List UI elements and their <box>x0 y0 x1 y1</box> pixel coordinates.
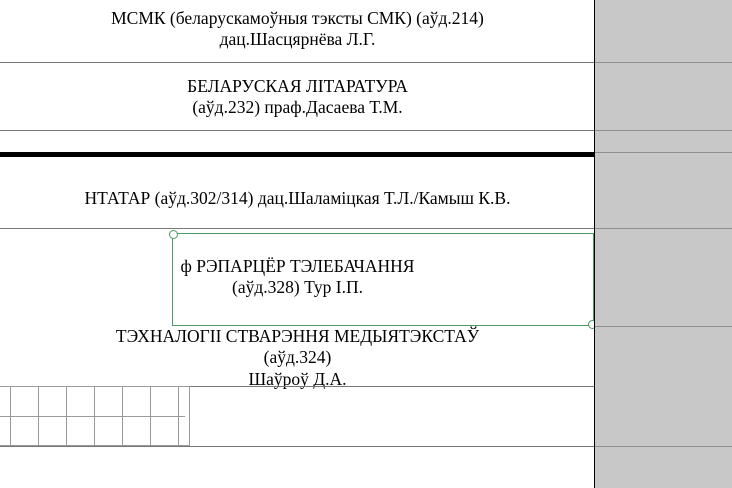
row-divider <box>0 130 595 131</box>
cell-line: ТЭХНАЛОГІІ СТВАРЭННЯ МЕДЫЯТЭКСТАЎ <box>115 326 480 346</box>
gutter-divider <box>595 62 732 63</box>
cell-line: дац.Шасцярнёва Л.Г. <box>219 29 376 50</box>
gutter-divider <box>595 446 732 447</box>
selection-handle-top-left[interactable] <box>169 230 178 239</box>
cell-line: МСМК (беларускамоўныя тэксты СМК) (аўд.214) <box>111 8 484 28</box>
cell-line: ф РЭПАРЦЁР ТЭЛЕБАЧАННЯ <box>180 256 415 276</box>
right-gutter-column <box>594 0 732 488</box>
row-divider <box>0 446 595 447</box>
cell-line: БЕЛАРУСКАЯ ЛІТАРАТУРА <box>187 76 408 96</box>
table-row[interactable] <box>0 8 595 51</box>
gutter-divider <box>595 228 732 229</box>
gutter-divider <box>595 152 732 153</box>
cell-line: (аўд.328) Тур І.П. <box>232 277 363 298</box>
gutter-divider <box>595 130 732 131</box>
cell-line: НТАТАР (аўд.302/314) дац.Шаламіцкая Т.Л./Камыш К.В. <box>84 188 511 208</box>
table-row[interactable] <box>0 76 595 119</box>
row-divider <box>0 62 595 63</box>
table-row[interactable] <box>0 188 595 209</box>
selected-cell[interactable] <box>172 233 594 326</box>
table-row[interactable] <box>0 326 595 390</box>
gutter-divider <box>595 326 732 327</box>
section-divider <box>0 152 595 157</box>
cell-line: (аўд.232) праф.Дасаева Т.М. <box>192 97 403 118</box>
mini-grid <box>0 386 190 446</box>
cell-line: (аўд.324) <box>263 347 332 368</box>
row-divider <box>0 228 595 229</box>
cell-line: Шаўроў Д.А. <box>248 368 347 389</box>
grid-line <box>0 416 185 417</box>
